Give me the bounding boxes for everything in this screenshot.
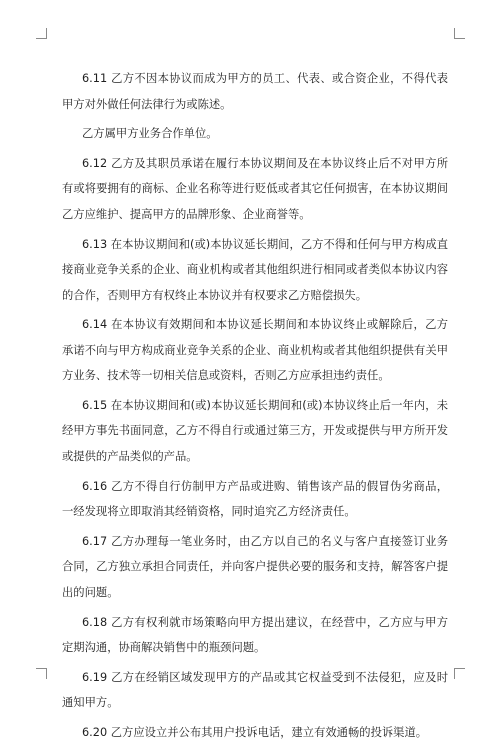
clause-6-19: 6.19 乙方在经销区域发现甲方的产品或其它权益受到不法侵犯，应及时通知甲方。 <box>62 670 448 710</box>
clause-6-11-note: 乙方属甲方业务合作单位。 <box>82 127 218 141</box>
document-body <box>62 66 448 750</box>
crop-mark-top-right <box>454 28 465 39</box>
clause-6-18: 6.18 乙方有权利就市场策略向甲方提出建议，在经营中，乙方应与甲方定期沟通，协商解决销售中的瓶颈问题。 <box>62 615 448 654</box>
crop-mark-top-left <box>36 28 47 39</box>
clause-6-11: 6.11 乙方不因本协议而成为甲方的员工、代表、或合资企业，不得代表甲方对外做任何法律行为或陈述。 <box>62 72 448 111</box>
clause-6-17: 6.17 乙方办理每一笔业务时，由乙方以自己的名义与客户直接签订业务合同，乙方独立承担合同责任，并向客户提供必要的服务和支持，解答客户提出的问题。 <box>62 534 448 599</box>
clause-6-16: 6.16 乙方不得自行仿制甲方产品或进购、销售该产品的假冒伪劣商品，一经发现将立即取消其经销资格，同时追究乙方经济责任。 <box>62 479 448 519</box>
crop-mark-bottom-right <box>454 668 465 679</box>
clause-6-12: 6.12 乙方及其职员承诺在履行本协议期间及在本协议终止后不对甲方所有或将要拥有的商标、企业名称等进行贬低或者其它任何损害，在本协议期间乙方应维护、提高甲方的品牌形象、企业商誉等。 <box>62 156 448 221</box>
clause-6-13: 6.13 在本协议期间和(或)本协议延长期间，乙方不得和任何与甲方构成直接商业竞争关系的企业、商业机构或者其他组织进行相同或者类似本协议内容的合作，否则甲方有权终止本协议并有权要求乙方赔偿损失。 <box>62 237 448 302</box>
clause-6-14: 6.14 在本协议有效期间和本协议延长期间和本协议终止或解除后，乙方承诺不向与甲方构成商业竞争关系的企业、商业机构或者其他组织提供有关甲方业务、技术等一切相关信息或资料，否则乙方应承担违约责任。 <box>62 318 448 383</box>
clause-6-20: 6.20 乙方应设立并公布其用户投诉电话，建立有效通畅的投诉渠道。 <box>82 725 428 739</box>
clause-6-15: 6.15 在本协议期间和(或)本协议延长期间和(或)本协议终止后一年内，未经甲方事先书面同意，乙方不得自行或通过第三方，开发或提供与甲方所开发或提供的产品类似的产品。 <box>62 398 448 463</box>
crop-mark-bottom-left <box>36 668 47 679</box>
